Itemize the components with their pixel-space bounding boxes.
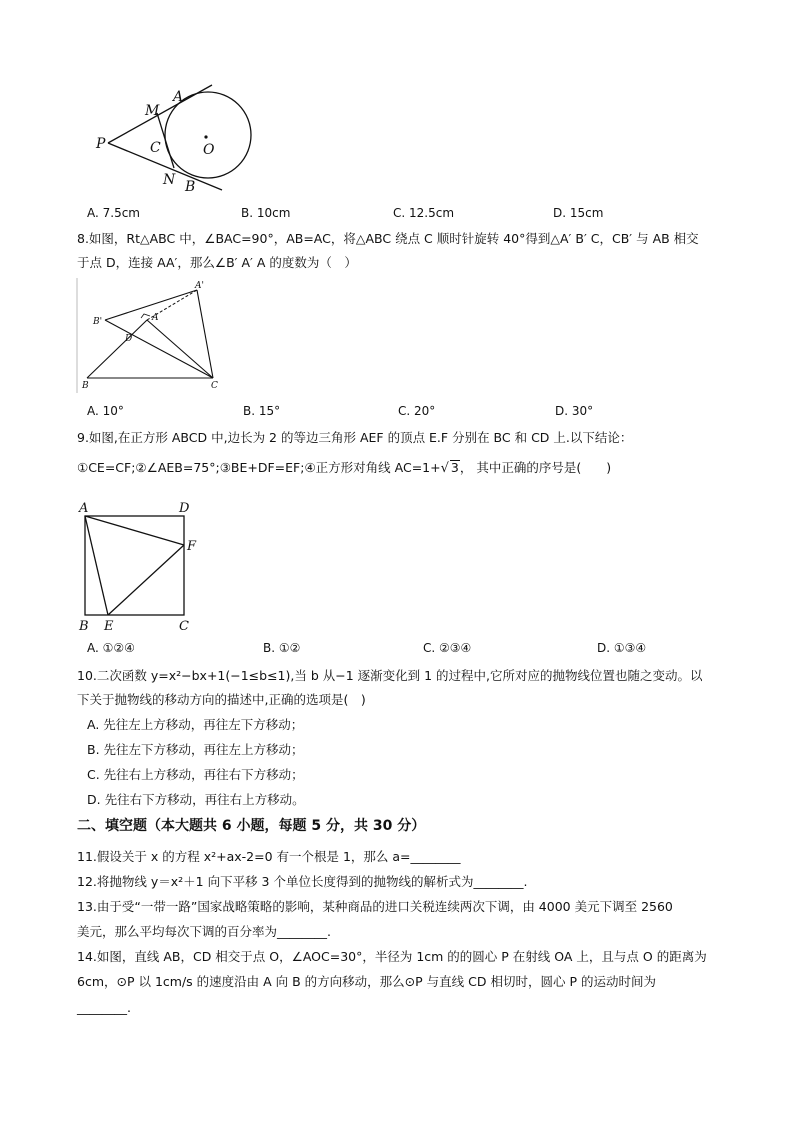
q8-option-c: C. 20° <box>398 404 436 418</box>
q10-option-d: D. 先往右下方移动，再往右上方移动。 <box>87 792 305 807</box>
q7-option-a: A. 7.5cm <box>87 206 140 220</box>
label-C: C <box>179 619 189 634</box>
q13-text-line1: 13.由于受“一带一路”国家战略策略的影响，某种商品的进口关税连续两次下调，由 4000 美元下调至 2560 <box>77 899 673 914</box>
q13-text-line2: 美元，那么平均每次下调的百分率为________. <box>77 924 331 939</box>
q9-option-d: D. ①③④ <box>597 641 647 655</box>
q14-text-line1: 14.如图，直线 AB，CD 相交于点 O，∠AOC=30°，半径为 1cm 的的圆心 P 在射线 OA 上，且与点 O 的距离为 <box>77 949 707 964</box>
q7-option-b: B. 10cm <box>241 206 291 220</box>
label-B: B <box>82 381 89 391</box>
label-O: O <box>203 142 215 158</box>
q10-text-line1: 10.二次函数 y=x²−bx+1(−1≤b≤1),当 b 从−1 逐渐变化到 1 的过程中,它所对应的抛物线位置也随之变动。以 <box>77 668 703 683</box>
label-A: A <box>79 501 89 516</box>
q8-option-b: B. 15° <box>243 404 281 418</box>
q9-line2-radicand: 3 <box>450 460 459 475</box>
label-F: F <box>187 539 197 554</box>
label-A: A <box>173 89 184 105</box>
label-B: B <box>185 179 196 195</box>
label-C: C <box>150 140 161 156</box>
q11-text: 11.假设关于 x 的方程 x²+ax-2=0 有一个根是 1，那么 a=________ <box>77 849 461 864</box>
q9-text-line1: 9.如图,在正方形 ABCD 中,边长为 2 的等边三角形 AEF 的顶点 E.F 分别在 BC 和 CD 上.以下结论： <box>77 430 633 445</box>
q8-text-line2: 于点 D，连接 AA′，那么∠B′ A′ A 的度数为（ ） <box>77 255 357 270</box>
q14-text-line2: 6cm，⊙P 以 1cm/s 的速度沿由 A 向 B 的方向移动，那么⊙P 与直线 CD 相切时，圆心 P 的运动时间为 <box>77 974 656 989</box>
q14-text-line3: ________. <box>77 1000 131 1015</box>
q9-text-line2: ①CE=CF;②∠AEB=75°;③BE+DF=EF;④正方形对角线 AC=1+√ 3， 其中正确的序号是( ) <box>77 460 612 476</box>
figure-q9-square-triangle <box>76 500 201 635</box>
q9-option-a: A. ①②④ <box>87 641 135 655</box>
label-P: P <box>96 136 106 152</box>
q12-text: 12.将抛物线 y＝x²＋1 向下平移 3 个单位长度得到的抛物线的解析式为________. <box>77 874 528 889</box>
q10-option-b: B. 先往左下方移动，再往左上方移动； <box>87 742 304 757</box>
q10-text-line2: 下关于抛物线的移动方向的描述中,正确的选项是( ) <box>77 692 366 707</box>
q10-option-a: A. 先往左上方移动，再往左下方移动； <box>87 717 304 732</box>
label-D: D <box>125 334 133 344</box>
figure-q7-tangent-circle <box>90 80 270 195</box>
q9-line2-post: ， 其中正确的序号是( ) <box>459 460 612 475</box>
label-M: M <box>145 103 160 119</box>
q7-option-d: D. 15cm <box>553 206 604 220</box>
label-D: D <box>179 501 190 516</box>
label-B-prime: B' <box>93 317 103 327</box>
label-A-prime: A' <box>195 281 204 291</box>
q9-option-b: B. ①② <box>263 641 301 655</box>
q8-text-line1: 8.如图，Rt△ABC 中，∠BAC=90°，AB=AC，将△ABC 绕点 C 顺时针旋转 40°得到△A′ B′ C，CB′ 与 AB 相交 <box>77 231 699 246</box>
label-E: E <box>104 619 114 634</box>
q7-option-c: C. 12.5cm <box>393 206 455 220</box>
section-heading-fill-in: 二、填空题（本大题共 6 小题，每题 5 分，共 30 分） <box>77 818 426 834</box>
q8-option-d: D. 30° <box>555 404 594 418</box>
q9-option-c: C. ②③④ <box>423 641 472 655</box>
label-B: B <box>79 619 89 634</box>
figure-q8-rotated-triangle <box>75 278 235 393</box>
label-N: N <box>163 172 176 188</box>
q10-option-c: C. 先往右上方移动，再往右下方移动； <box>87 767 304 782</box>
q9-line2-pre: ①CE=CF;②∠AEB=75°;③BE+DF=EF;④正方形对角线 AC=1+ <box>77 460 441 475</box>
label-A: A <box>152 313 159 323</box>
q8-option-a: A. 10° <box>87 404 124 418</box>
label-C: C <box>211 381 218 391</box>
